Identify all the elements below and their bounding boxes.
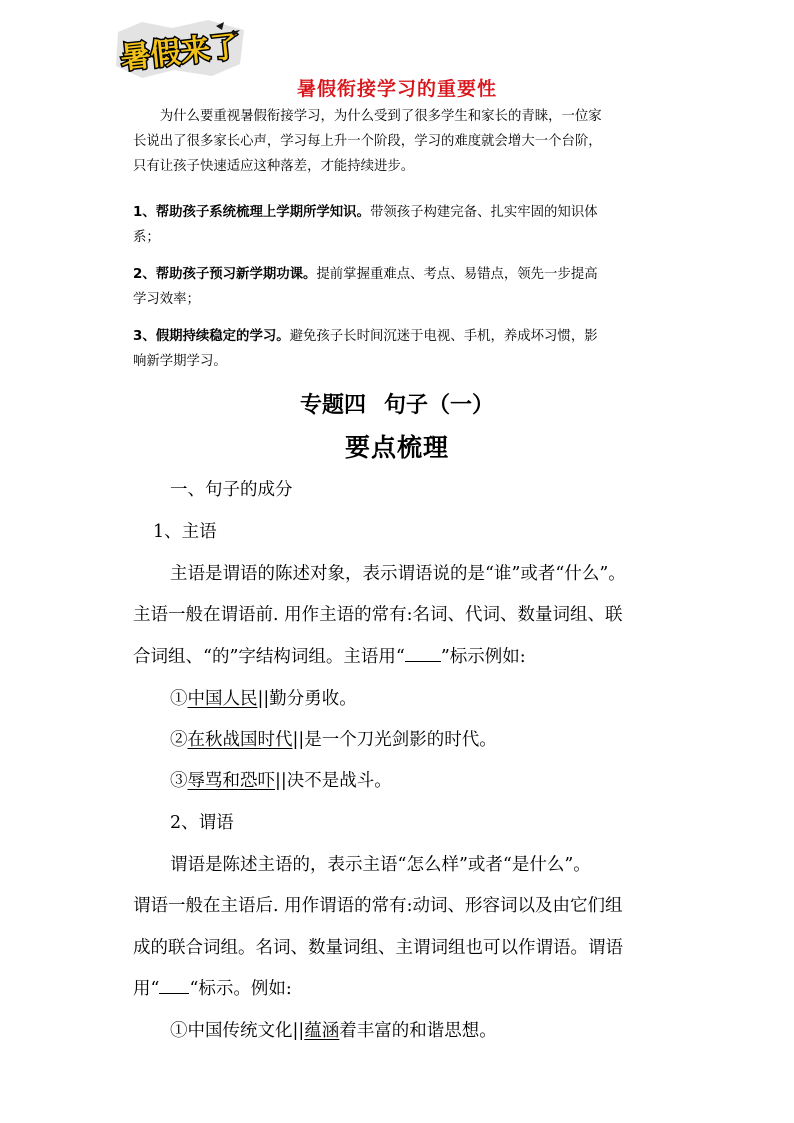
- banner-title: 暑假衔接学习的重要性: [296, 78, 497, 100]
- logo-text: 暑假来了: [118, 29, 242, 77]
- intro-item-text: 提前掌握重难点、考点、易错点，领先一步提高: [316, 267, 598, 282]
- summer-logo: [112, 18, 250, 80]
- subject-example: [170, 767, 392, 792]
- predicate-example: [170, 1017, 497, 1042]
- topic-heading: [0, 388, 794, 419]
- example-subject: 辱骂和恐吓: [187, 771, 275, 791]
- intro-item-text: 系；: [133, 230, 160, 245]
- topic-number: 专题四: [299, 393, 366, 418]
- predicate-text-part: “标示。例如:: [189, 979, 292, 999]
- example-rest: 是一个刀光剑影的时代。: [304, 730, 497, 750]
- example-separator: ||: [292, 730, 305, 750]
- predicate-text-part: 用“: [133, 979, 160, 999]
- intro-item-text: 学习效率；: [133, 292, 200, 307]
- example-number: ③: [170, 771, 188, 791]
- intro-item-3: [133, 324, 663, 374]
- subject-text-line: [133, 643, 526, 668]
- intro-item-bold: 2、帮助孩子预习新学期功课。: [133, 267, 317, 282]
- subject-example: [170, 726, 497, 751]
- example-rest: 着丰富的和谐思想。: [339, 1021, 497, 1041]
- subject-text-part: 合词组、“的”字结构词组。主语用“: [133, 647, 405, 667]
- subject-heading: 1、主语: [153, 522, 217, 542]
- example-number: ①: [170, 1021, 188, 1041]
- example-number: ②: [170, 730, 188, 750]
- predicate-text-line: 谓语一般在主语后. 用作谓语的常有:动词、形容词以及由它们组: [133, 896, 623, 916]
- example-separator: ||: [257, 689, 270, 709]
- example-rest: 勤分勇收。: [269, 689, 357, 709]
- example-rest: 决不是战斗。: [286, 771, 392, 791]
- example-predicate: 蕴涵: [304, 1021, 340, 1041]
- intro-line: 长说出了很多家长心声，学习每上升一个阶段，学习的难度就会增大一个台阶，: [133, 134, 602, 149]
- underline-mark: [159, 979, 189, 994]
- intro-item-bold: 1、帮助孩子系统梳理上学期所学知识。: [133, 205, 370, 220]
- intro-line: 为什么要重视暑假衔接学习，为什么受到了很多学生和家长的青睐，一位家: [159, 109, 602, 124]
- example-subject: 中国传统文化: [187, 1021, 293, 1041]
- subject-text-line: 主语一般在谓语前. 用作主语的常有:名词、代词、数量词组、联: [133, 605, 623, 625]
- predicate-text-line: 谓语是陈述主语的，表示主语“怎么样”或者“是什么”。: [170, 855, 591, 875]
- topic-name: 句子（一）: [384, 393, 495, 418]
- intro-item-text: 避免孩子长时间沉迷于电视、手机，养成坏习惯，影: [289, 329, 598, 344]
- subject-text-line: 主语是谓语的陈述对象，表示谓语说的是“谁”或者“什么”。: [170, 564, 626, 584]
- example-subject: 在秋战国时代: [187, 730, 293, 750]
- underline-mark: [405, 647, 441, 662]
- part-heading: 一、句子的成分: [170, 480, 293, 500]
- intro-item-text: 响新学期学习。: [133, 354, 227, 369]
- subject-text-part: ”标示例如:: [440, 647, 526, 667]
- example-subject: 中国人民: [187, 689, 258, 709]
- example-number: ①: [170, 689, 188, 709]
- intro-item-1: [133, 200, 663, 250]
- section-title: 要点梳理: [344, 433, 449, 462]
- intro-item-text: 带领孩子构建完备、扎实牢固的知识体: [369, 205, 598, 220]
- predicate-heading: 2、谓语: [170, 813, 234, 833]
- intro-line: 只有让孩子快速适应这种落差，才能持续进步。: [133, 159, 415, 174]
- subject-example: [170, 685, 357, 710]
- intro-item-2: [133, 262, 663, 312]
- predicate-text-line: [133, 975, 292, 1000]
- example-separator: ||: [292, 1021, 305, 1041]
- intro-item-bold: 3、假期持续稳定的学习。: [133, 329, 290, 344]
- example-separator: ||: [275, 771, 287, 791]
- intro-paragraph: [133, 104, 663, 179]
- predicate-text-line: 成的联合词组。名词、数量词组、主谓词组也可以作谓语。谓语: [133, 938, 623, 958]
